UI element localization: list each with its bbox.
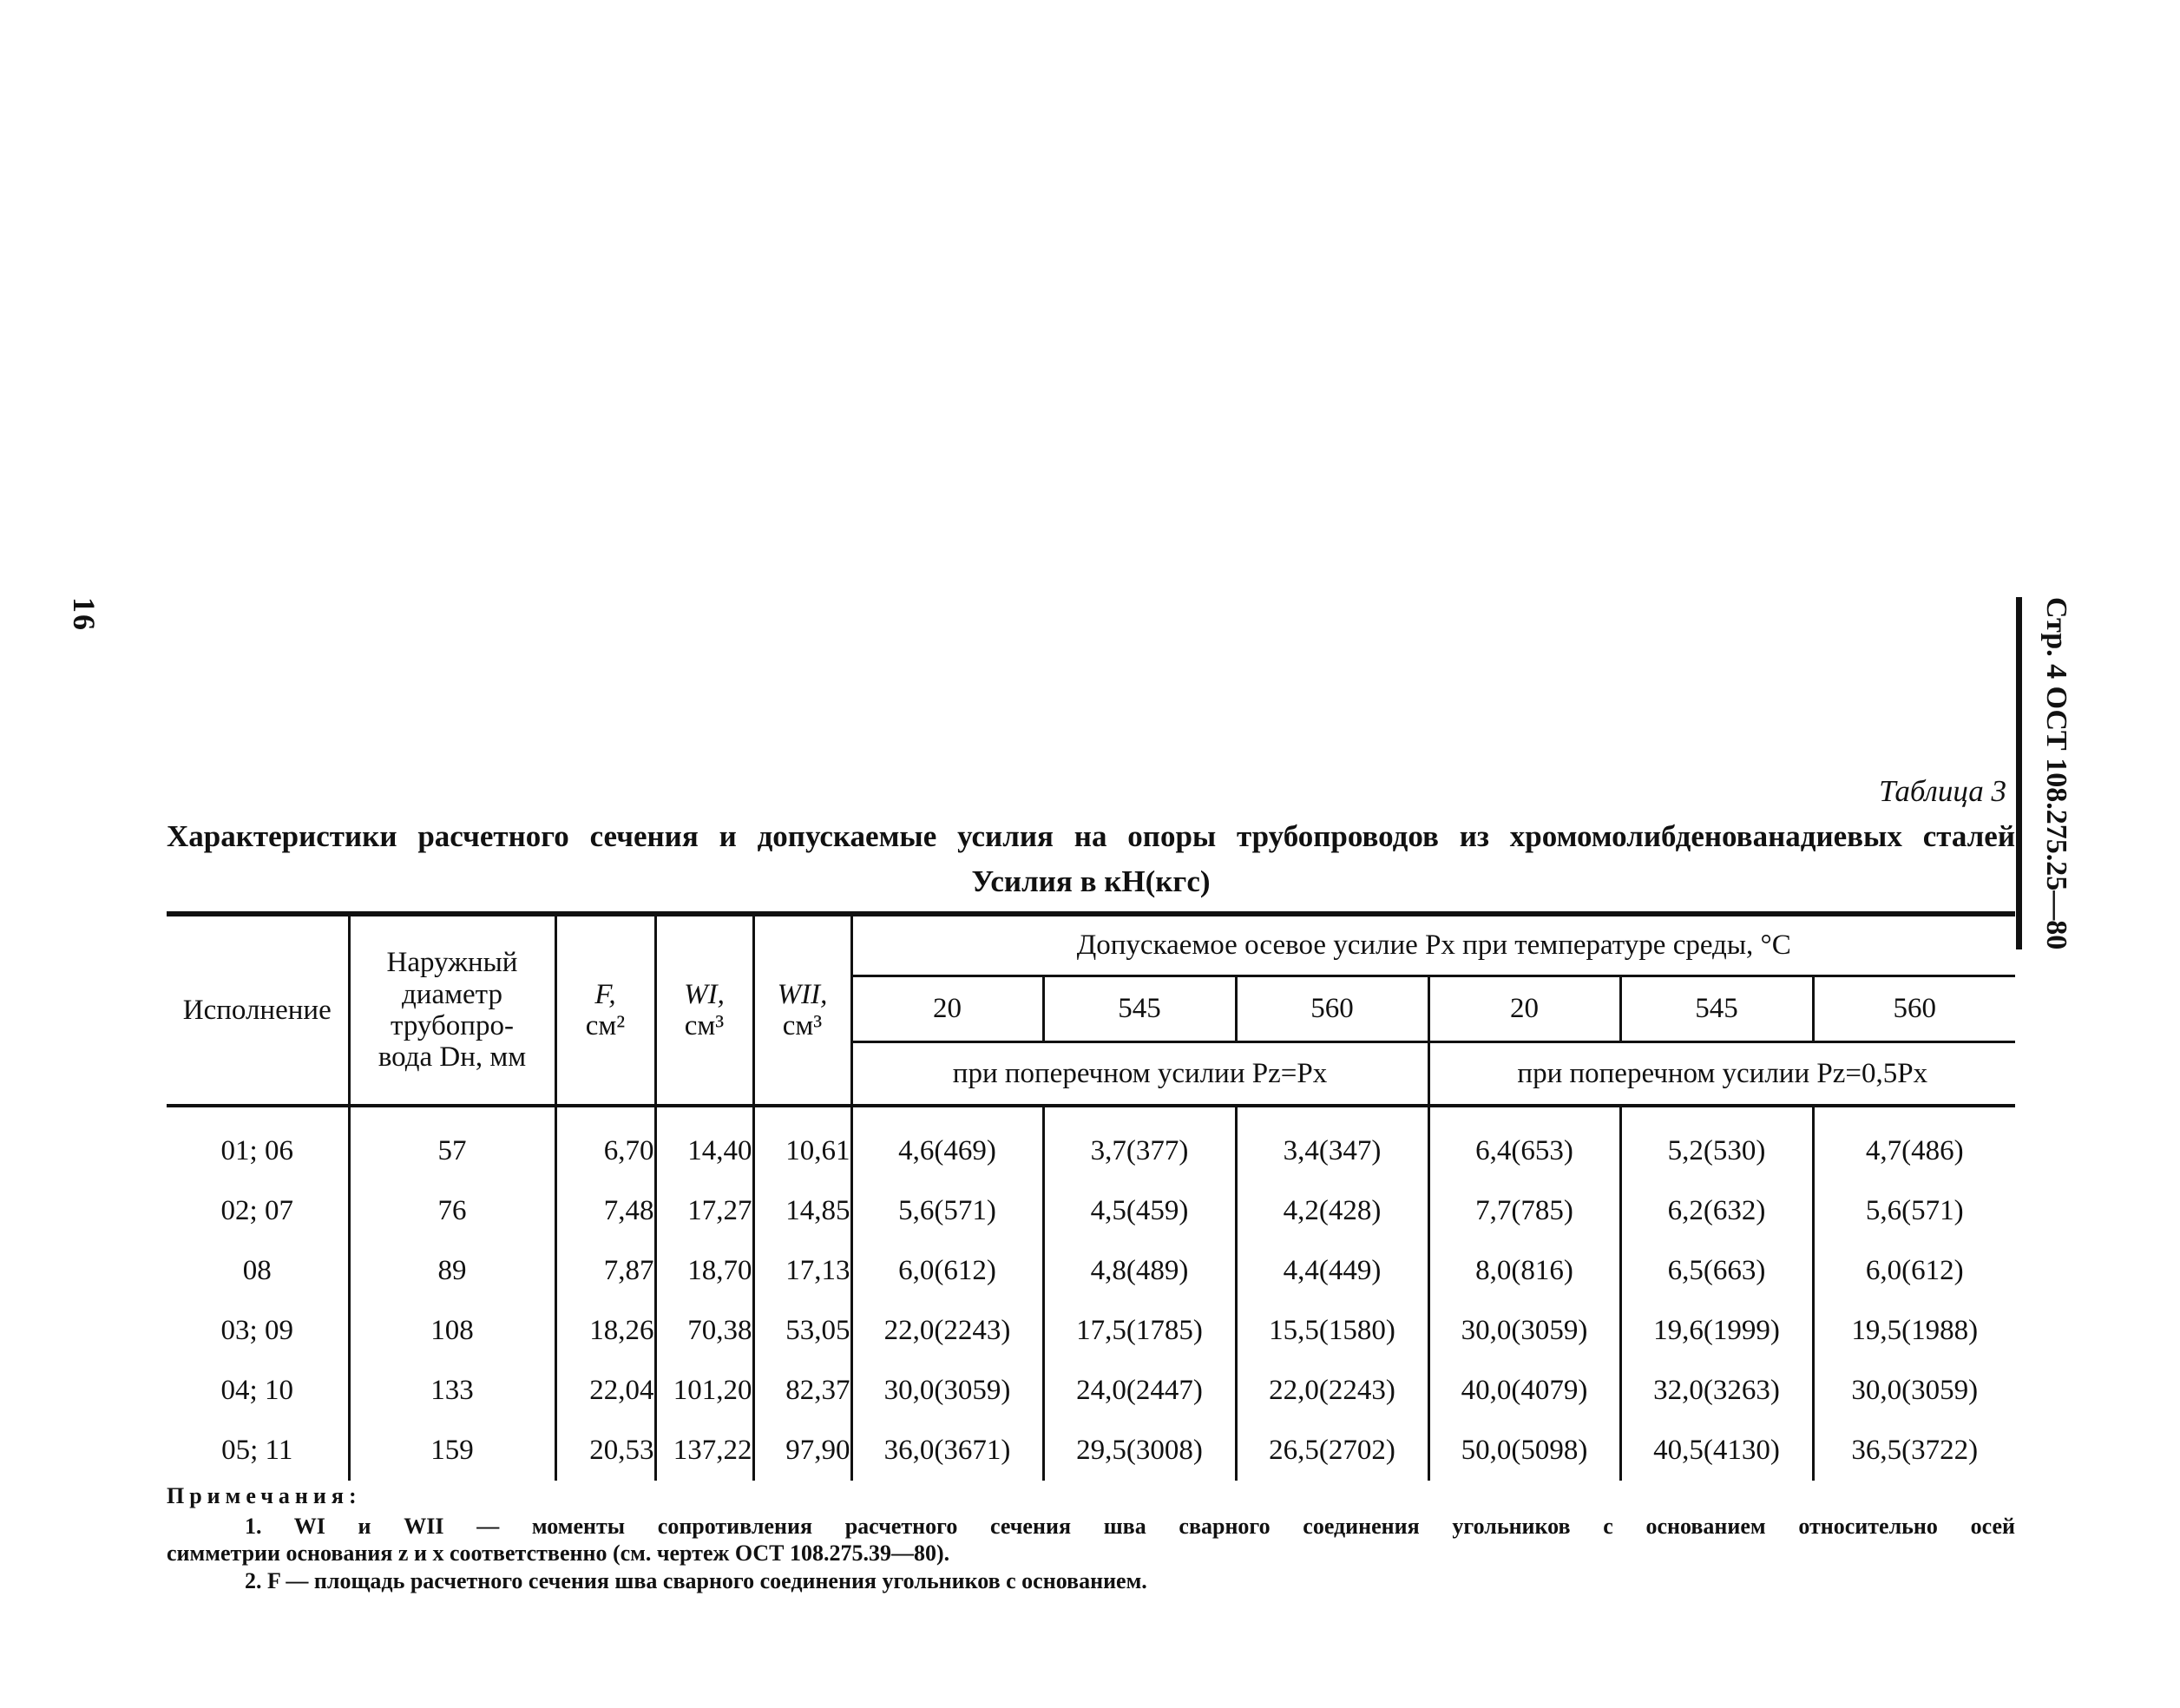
page-number: 16	[67, 597, 102, 632]
cell-force-20-a: 5,6(571)	[851, 1181, 1043, 1241]
header-temp-560-a: 560	[1236, 976, 1428, 1041]
cell-force-20-a: 6,0(612)	[851, 1241, 1043, 1301]
cell-f: 22,04	[555, 1361, 655, 1421]
cell-force-560-a: 4,4(449)	[1236, 1241, 1428, 1301]
note-1-line-1: 1. WI и WII — моменты сопротивления расчетного сечения шва сварного соединения угольников с основанием относительно осей	[245, 1514, 2015, 1540]
cell-w1: 17,27	[655, 1181, 753, 1241]
cell-force-545-a: 3,7(377)	[1043, 1121, 1236, 1181]
cell-force-20-b: 6,4(653)	[1428, 1121, 1620, 1181]
header-temp-20-a: 20	[851, 976, 1043, 1041]
cell-force-560-a: 26,5(2702)	[1236, 1421, 1428, 1481]
table-row	[167, 1421, 2015, 1481]
table-row	[167, 1301, 2015, 1361]
cell-ispolnenie: 03; 09	[220, 1315, 293, 1346]
header-group-full-transverse: при поперечном усилии Pz=Px	[851, 1041, 1428, 1104]
cell-force-560-b: 6,0(612)	[1813, 1241, 2015, 1301]
table-notes	[167, 1482, 2015, 1594]
cell-force-545-a: 29,5(3008)	[1043, 1421, 1236, 1481]
header-f-unit: см²	[585, 1010, 626, 1041]
cell-diameter: 108	[349, 1301, 555, 1361]
cell-force-545-a: 24,0(2447)	[1043, 1361, 1236, 1421]
cell-w2: 10,61	[753, 1121, 851, 1181]
cell-force-20-a: 36,0(3671)	[851, 1421, 1043, 1481]
cell-f: 18,26	[555, 1301, 655, 1361]
header-group-half-transverse: при поперечном усилии Pz=0,5Px	[1428, 1041, 2015, 1104]
header-w2-symbol: WII,	[777, 978, 828, 1010]
cell-force-560-b: 36,5(3722)	[1813, 1421, 2015, 1481]
cell-f: 6,70	[555, 1121, 655, 1181]
cell-force-545-b: 6,5(663)	[1620, 1241, 1813, 1301]
cell-w1: 137,22	[655, 1421, 753, 1481]
cell-w1: 14,40	[655, 1121, 753, 1181]
table-row	[167, 1121, 2015, 1181]
cell-force-20-b: 30,0(3059)	[1428, 1301, 1620, 1361]
cell-force-545-a: 17,5(1785)	[1043, 1301, 1236, 1361]
cell-force-20-a: 4,6(469)	[851, 1121, 1043, 1181]
header-w2	[753, 916, 851, 1104]
header-diameter	[349, 916, 555, 1104]
running-header	[2039, 597, 2072, 949]
cell-force-20-a: 30,0(3059)	[851, 1361, 1043, 1421]
cell-diameter: 76	[349, 1181, 555, 1241]
header-allowed-force: Допускаемое осевое усилие Px при температуре среды, °C	[851, 916, 2015, 976]
cell-force-20-a: 22,0(2243)	[851, 1301, 1043, 1361]
cell-diameter: 89	[349, 1241, 555, 1301]
table-title: Характеристики расчетного сечения и допускаемые усилия на опоры трубопроводов из хромомолибденованадиевых сталей	[167, 819, 2015, 853]
cell-w1: 18,70	[655, 1241, 753, 1301]
running-header-rule	[2016, 597, 2022, 949]
cell-w2: 97,90	[753, 1421, 851, 1481]
cell-ispolnenie: 02; 07	[220, 1195, 293, 1226]
cell-w2: 53,05	[753, 1301, 851, 1361]
table-label: Таблица 3	[1879, 774, 2006, 808]
cell-w1: 70,38	[655, 1301, 753, 1361]
cell-force-560-b: 19,5(1988)	[1813, 1301, 2015, 1361]
header-temp-545-b: 545	[1620, 976, 1813, 1041]
cell-w2: 17,13	[753, 1241, 851, 1301]
cell-force-20-b: 7,7(785)	[1428, 1181, 1620, 1241]
cell-diameter: 57	[349, 1121, 555, 1181]
cell-diameter: 159	[349, 1421, 555, 1481]
header-f-symbol: F,	[594, 978, 616, 1010]
cell-force-20-b: 40,0(4079)	[1428, 1361, 1620, 1421]
header-ispolnenie: Исполнение	[182, 994, 332, 1026]
cell-force-545-b: 19,6(1999)	[1620, 1301, 1813, 1361]
header-w1-symbol: WI,	[684, 978, 725, 1010]
cell-force-560-b: 4,7(486)	[1813, 1121, 2015, 1181]
cell-force-560-b: 5,6(571)	[1813, 1181, 2015, 1241]
cell-force-545-b: 6,2(632)	[1620, 1181, 1813, 1241]
cell-force-545-a: 4,5(459)	[1043, 1181, 1236, 1241]
cell-w2: 14,85	[753, 1181, 851, 1241]
notes-heading: Примечания:	[167, 1483, 362, 1508]
table-subtitle: Усилия в кН(кгс)	[971, 864, 1211, 898]
header-diameter-line3: трубопро-	[391, 1010, 514, 1041]
header-w1	[655, 916, 753, 1104]
cell-diameter: 133	[349, 1361, 555, 1421]
header-temp-20-b: 20	[1428, 976, 1620, 1041]
cell-force-20-b: 50,0(5098)	[1428, 1421, 1620, 1481]
header-temp-560-b: 560	[1813, 976, 2015, 1041]
header-w2-unit: см³	[782, 1010, 823, 1041]
cell-f: 20,53	[555, 1421, 655, 1481]
cell-force-545-a: 4,8(489)	[1043, 1241, 1236, 1301]
cell-force-545-b: 32,0(3263)	[1620, 1361, 1813, 1421]
cell-force-560-b: 30,0(3059)	[1813, 1361, 2015, 1421]
data-table	[167, 911, 2015, 1481]
cell-w1: 101,20	[655, 1361, 753, 1421]
cell-force-545-b: 40,5(4130)	[1620, 1421, 1813, 1481]
header-diameter-line4: вода Dн, мм	[378, 1041, 527, 1074]
cell-w2: 82,37	[753, 1361, 851, 1421]
cell-ispolnenie: 04; 10	[220, 1375, 293, 1406]
cell-force-560-a: 4,2(428)	[1236, 1181, 1428, 1241]
cell-f: 7,87	[555, 1241, 655, 1301]
cell-ispolnenie: 08	[242, 1255, 272, 1286]
cell-force-560-a: 22,0(2243)	[1236, 1361, 1428, 1421]
running-header-text: Стр. 4 ОСТ 108.275.25—80	[2040, 597, 2072, 950]
header-f	[555, 916, 655, 1104]
cell-ispolnenie: 05; 11	[221, 1435, 293, 1466]
cell-force-545-b: 5,2(530)	[1620, 1121, 1813, 1181]
table-row	[167, 1361, 2015, 1421]
cell-f: 7,48	[555, 1181, 655, 1241]
cell-ispolnenie: 01; 06	[220, 1135, 293, 1166]
note-1-line-2: симметрии основания z и x соответственно (см. чертеж ОСТ 108.275.39—80).	[167, 1540, 950, 1567]
header-diameter-line1: Наружный	[386, 947, 518, 979]
header-w1-unit: см³	[684, 1010, 725, 1041]
note-2: 2. F — площадь расчетного сечения шва сварного соединения угольников с основанием.	[245, 1567, 1147, 1593]
table-row	[167, 1181, 2015, 1241]
cell-force-560-a: 3,4(347)	[1236, 1121, 1428, 1181]
cell-force-560-a: 15,5(1580)	[1236, 1301, 1428, 1361]
cell-force-20-b: 8,0(816)	[1428, 1241, 1620, 1301]
table-row	[167, 1241, 2015, 1301]
header-temp-545-a: 545	[1043, 976, 1236, 1041]
header-diameter-line2: диаметр	[402, 978, 502, 1010]
